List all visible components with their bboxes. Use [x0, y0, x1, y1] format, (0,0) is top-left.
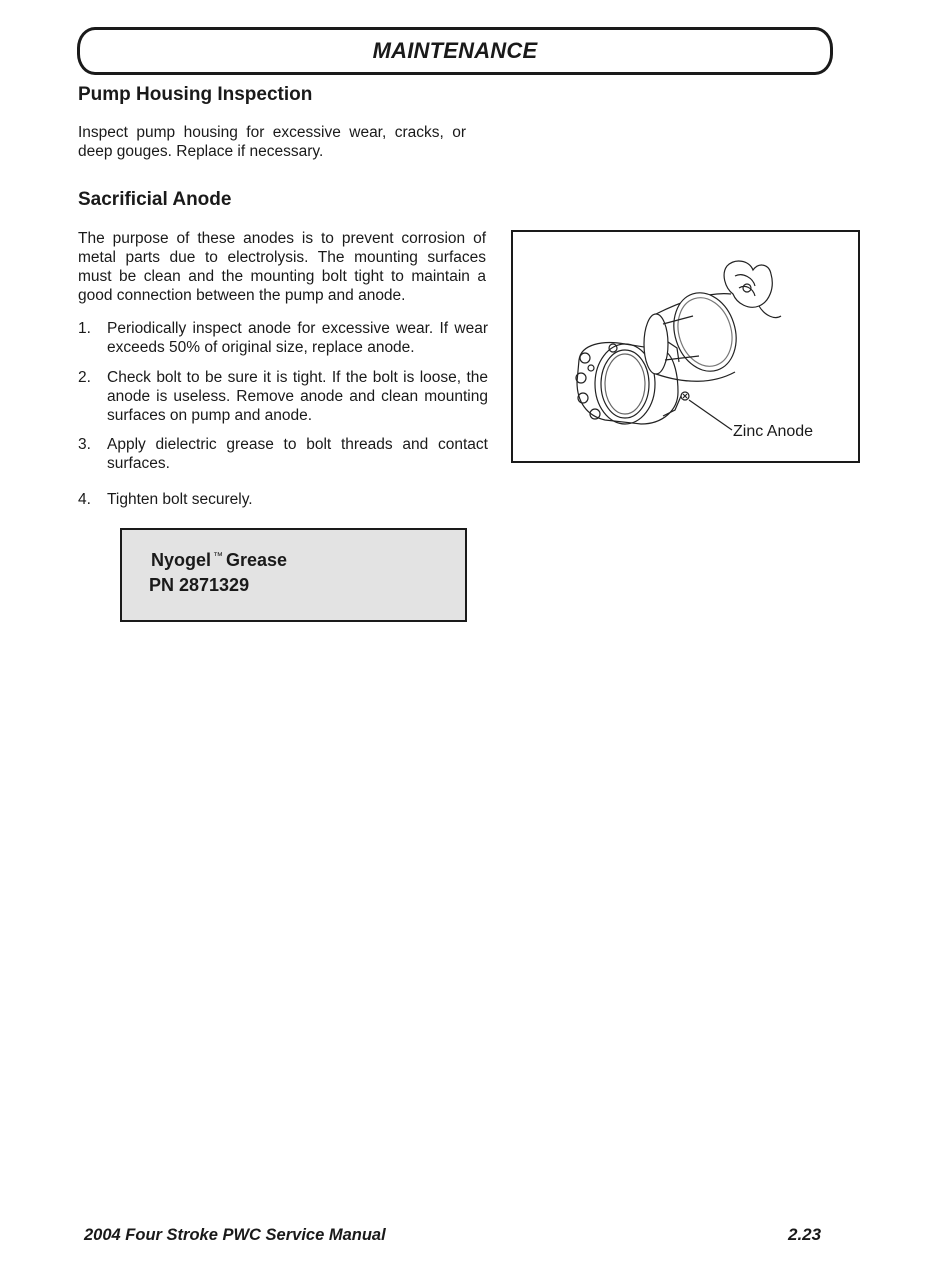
- manual-title: 2004 Four Stroke PWC Service Manual: [84, 1226, 386, 1244]
- wear-ring-drawing: [644, 285, 746, 382]
- pump-housing-body: Inspect pump housing for excessive wear, cracks, or deep gouges. Replace if necessary.: [78, 124, 466, 160]
- impeller-drawing: [724, 261, 781, 317]
- section-header-maintenance: [77, 27, 833, 75]
- section-title: MAINTENANCE: [372, 38, 538, 63]
- step-4: [78, 490, 488, 509]
- anode-intro: The purpose of these anodes is to prevent corrosion of metal parts due to electrolysis. The mounting surfaces must be clean and the mounting bolt tight to maintain a good connection between the pump and anode.: [78, 230, 486, 304]
- step-1: [78, 319, 488, 357]
- pump-housing-heading: Pump Housing Inspection: [78, 84, 313, 105]
- sacrificial-anode-heading: Sacrificial Anode: [78, 189, 232, 210]
- grease-callout-box: [120, 528, 467, 622]
- step-text: Tighten bolt securely.: [107, 491, 253, 508]
- step-number: 4.: [78, 491, 91, 508]
- step-3: [78, 435, 488, 473]
- step-text: Apply dielectric grease to bolt threads and contact surfaces.: [107, 436, 488, 472]
- step-text: Check bolt to be sure it is tight. If the bolt is loose, the anode is useless. Remove anode and clean mounting surfaces on pump and anode.: [107, 369, 488, 424]
- anode-bolt-drawing: [681, 392, 732, 430]
- step-number: 2.: [78, 369, 91, 386]
- grease-product-name: [151, 550, 287, 571]
- product-name: Nyogel: [151, 550, 212, 570]
- zinc-anode-label: Zinc Anode: [733, 423, 814, 440]
- step-2: [78, 368, 488, 425]
- step-number: 3.: [78, 436, 91, 453]
- grease-part-number: PN 2871329: [149, 575, 250, 595]
- step-number: 1.: [78, 320, 91, 337]
- step-text: Periodically inspect anode for excessive wear. If wear exceeds 50% of original size, replace anode.: [107, 320, 488, 356]
- zinc-anode-figure: [511, 230, 860, 463]
- product-suffix: Grease: [226, 550, 288, 570]
- trademark-symbol: ™: [213, 551, 224, 562]
- page-number: 2.23: [788, 1225, 822, 1244]
